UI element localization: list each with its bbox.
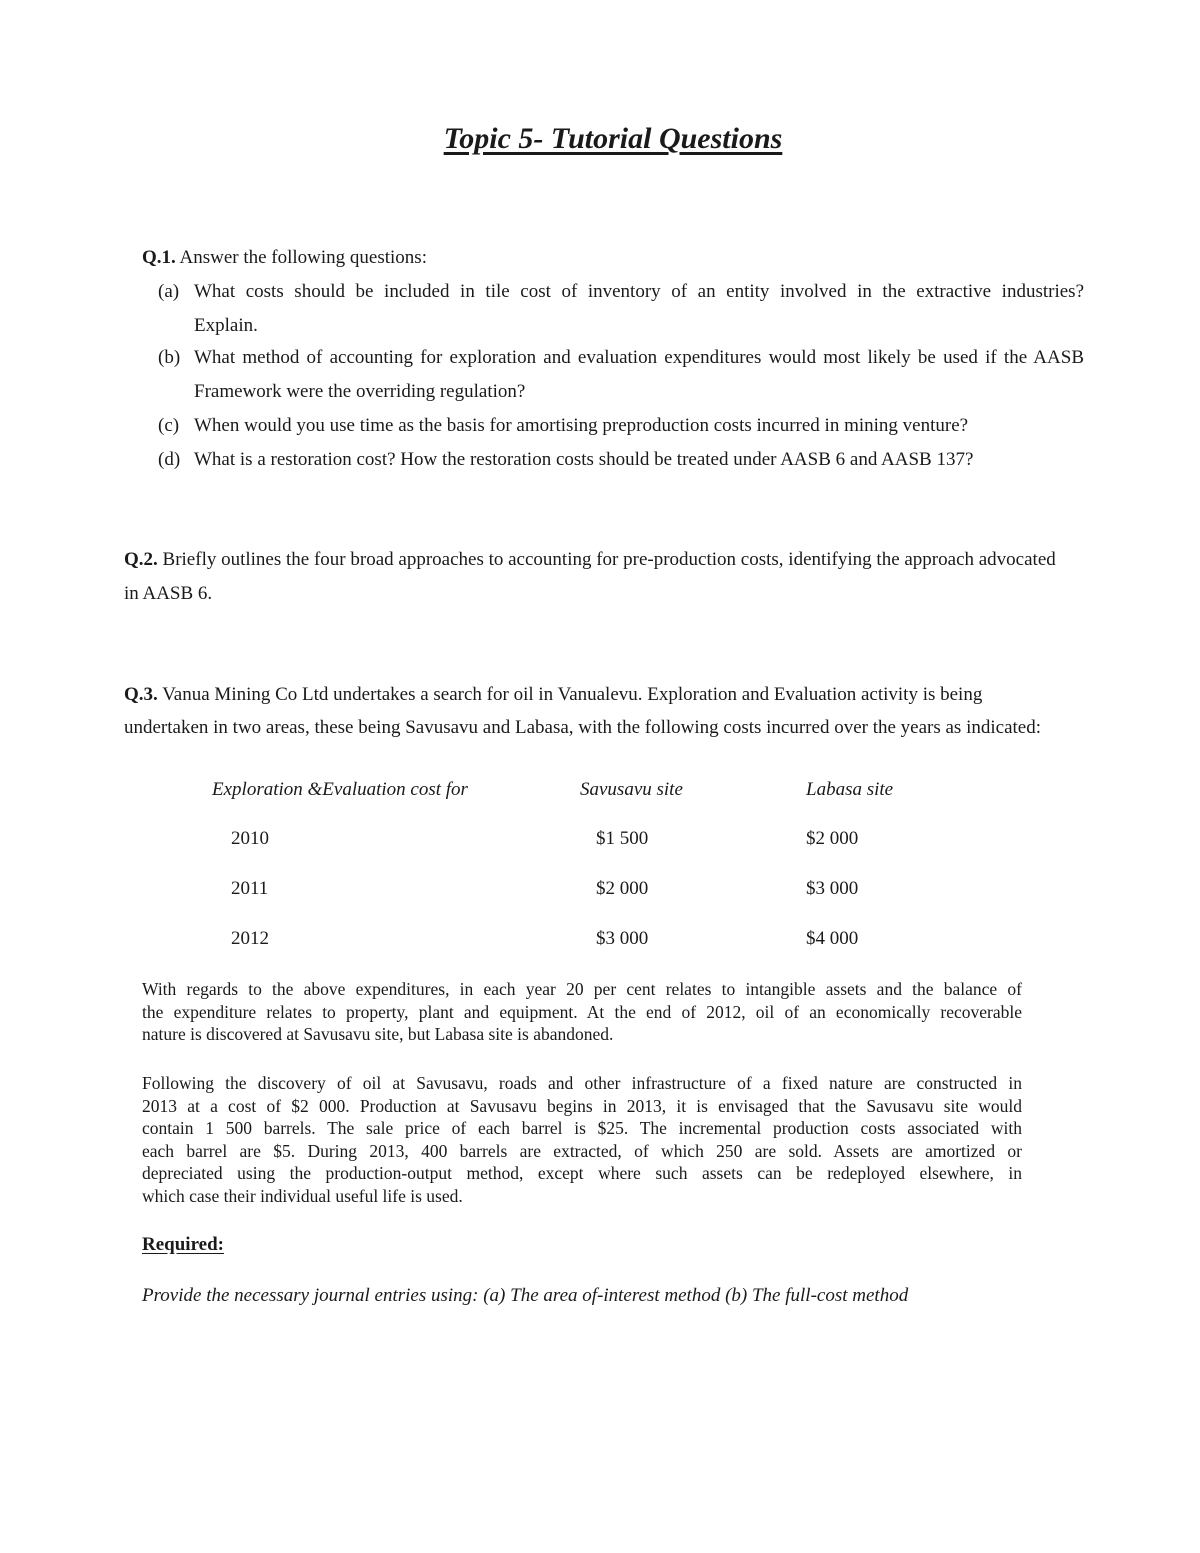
- q3-line-2: undertaken in two areas, these being Savusavu and Labasa, with the following costs incurred over the years as indicated:: [124, 717, 1041, 738]
- q2-line-2: in AASB 6.: [124, 583, 213, 604]
- q1-item-d-letter: (d): [158, 449, 181, 470]
- q3-paragraph-2: [142, 1072, 1022, 1207]
- q2-label: Q.2.: [124, 549, 158, 570]
- table-row-3-year: 2012: [231, 928, 269, 949]
- q1-item-b-line-1: What method of accounting for exploration and evaluation expenditures would most likely be used if the AASB: [194, 347, 1084, 368]
- q1-item-a-letter: (a): [158, 281, 180, 302]
- q3-line-1: [124, 683, 982, 707]
- q3-para2-line-2: 2013 at a cost of $2 000. Production at Savusavu begins in 2013, it is envisaged that the Savusavu site would: [142, 1095, 1022, 1116]
- table-header-savusavu: Savusavu site: [580, 779, 683, 800]
- table-row-2-savusavu: $2 000: [596, 878, 649, 899]
- q2-line-1: [124, 548, 1056, 572]
- required-instruction: Provide the necessary journal entries using: (a) The area of-interest method (b) The full-cost method: [142, 1285, 909, 1306]
- table-row-2-labasa: $3 000: [806, 878, 859, 899]
- q3-para1-line-3: nature is discovered at Savusavu site, but Labasa site is abandoned.: [142, 1024, 614, 1044]
- q1-intro-text: Answer the following questions:: [175, 247, 427, 268]
- table-header-labasa: Labasa site: [806, 779, 894, 800]
- q3-para2-line-4: each barrel are $5. During 2013, 400 barrels are extracted, of which 250 are sold. Assets are amortized or: [142, 1140, 1022, 1161]
- table-row-3-labasa: $4 000: [806, 928, 859, 949]
- q3-para2-line-3: contain 1 500 barrels. The sale price of each barrel is $25. The incremental production costs associated with: [142, 1118, 1022, 1138]
- required-heading: Required:: [142, 1234, 224, 1255]
- q1-item-d-line-1: What is a restoration cost? How the restoration costs should be treated under AASB 6 and AASB 137?: [194, 449, 974, 470]
- table-row-1-year: 2010: [231, 828, 269, 849]
- q3-label: Q.3.: [124, 684, 158, 705]
- table-header-cost: Exploration &Evaluation cost for: [212, 779, 468, 800]
- q3-para1-line-2: the expenditure relates to property, plant and equipment. At the end of 2012, oil of an economically recoverable: [142, 1001, 1022, 1022]
- q3-para2-line-5: depreciated using the production-output method, except where such assets can be redeployed elsewhere, in: [142, 1163, 1022, 1183]
- q1-label: Q.1.: [142, 247, 176, 268]
- q3-para1-line-1: With regards to the above expenditures, in each year 20 per cent relates to intangible assets and the balance of: [142, 979, 1022, 999]
- q1-intro: [142, 246, 427, 270]
- q3-paragraph-1: [142, 978, 1022, 1046]
- q1-item-b-letter: (b): [158, 347, 181, 368]
- q1-item-c-line-1: When would you use time as the basis for amortising preproduction costs incurred in mining venture?: [194, 415, 969, 436]
- q1-item-a-line-2: Explain.: [194, 315, 258, 336]
- page-title: Topic 5- Tutorial Questions: [443, 122, 783, 155]
- q3-para2-line-1: Following the discovery of oil at Savusavu, roads and other infrastructure of a fixed nature are constructed in: [142, 1073, 1022, 1093]
- table-row-1-labasa: $2 000: [806, 828, 859, 849]
- q1-item-b-line-2: Framework were the overriding regulation?: [194, 381, 526, 402]
- q3-text-1: Vanua Mining Co Ltd undertakes a search for oil in Vanualevu. Exploration and Evaluation activity is being: [157, 684, 983, 705]
- table-row-1-savusavu: $1 500: [596, 828, 649, 849]
- table-row-2-year: 2011: [231, 878, 269, 899]
- q2-text-1: Briefly outlines the four broad approaches to accounting for pre-production costs, identifying the approach advocated: [157, 549, 1056, 570]
- table-row-3-savusavu: $3 000: [596, 928, 649, 949]
- q1-item-c-letter: (c): [158, 415, 180, 436]
- q3-para2-line-6: which case their individual useful life is used.: [142, 1185, 463, 1206]
- q1-item-a-line-1: What costs should be included in tile cost of inventory of an entity involved in the extractive industries?: [194, 281, 1084, 302]
